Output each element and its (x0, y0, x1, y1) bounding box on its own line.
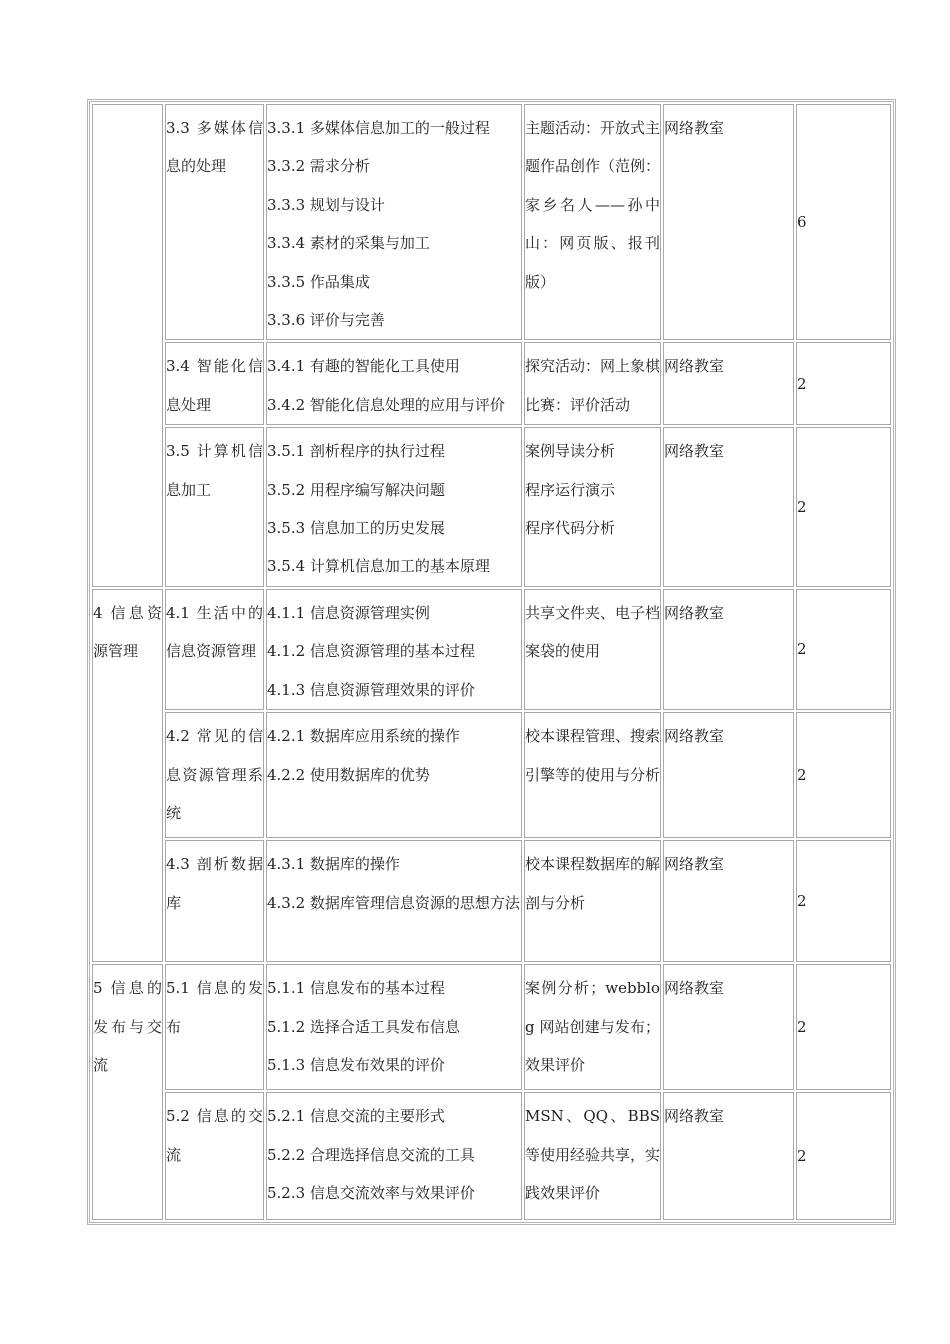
unit-cell (92, 104, 163, 587)
table-row (92, 840, 891, 962)
activity-cell: 案例分析；webblog 网站创建与发布；效果评价 (524, 964, 661, 1090)
location-cell: 网络教室 (663, 104, 794, 340)
points-cell (266, 427, 522, 587)
section-cell: 3.3 多媒体信息的处理 (165, 104, 264, 340)
point-item: 4.1.3 信息资源管理效果的评价 (267, 680, 475, 699)
table-row (92, 342, 891, 425)
point-item: 3.5.1 剖析程序的执行过程 (267, 442, 445, 461)
location-cell: 网络教室 (663, 342, 794, 425)
curriculum-table (87, 99, 896, 1225)
section-cell: 4.2 常见的信息资源管理系统 (165, 712, 264, 838)
activity-cell (524, 427, 661, 587)
table-row (92, 104, 891, 340)
point-item: 5.2.2 合理选择信息交流的工具 (267, 1145, 475, 1164)
hours-cell: 2 (796, 589, 891, 710)
table-row (92, 589, 891, 710)
point-item: 4.1.1 信息资源管理实例 (267, 603, 430, 622)
point-item: 5.2.3 信息交流效率与效果评价 (267, 1183, 475, 1202)
unit-cell: 5 信息的发布与交流 (92, 964, 163, 1220)
location-cell: 网络教室 (663, 1092, 794, 1220)
location-cell: 网络教室 (663, 840, 794, 962)
point-item: 3.4.1 有趣的智能化工具使用 (267, 357, 460, 376)
hours-cell: 2 (796, 1092, 891, 1220)
section-cell: 5.2 信息的交流 (165, 1092, 264, 1220)
point-item: 4.2.2 使用数据库的优势 (267, 765, 430, 784)
table-row (92, 964, 891, 1090)
activity-cell: 探究活动：网上象棋比赛：评价活动 (524, 342, 661, 425)
points-cell (266, 712, 522, 838)
activity-cell: 校本课程数据库的解剖与分析 (524, 840, 661, 962)
activity-item: 程序代码分析 (525, 519, 616, 538)
hours-cell: 2 (796, 712, 891, 838)
table-row (92, 712, 891, 838)
point-item: 3.5.3 信息加工的历史发展 (267, 519, 445, 538)
point-item: 3.5.4 计算机信息加工的基本原理 (267, 557, 490, 576)
section-cell: 4.1 生活中的信息资源管理 (165, 589, 264, 710)
point-item: 5.1.1 信息发布的基本过程 (267, 979, 445, 998)
point-item: 3.4.2 智能化信息处理的应用与评价 (267, 395, 505, 414)
location-cell: 网络教室 (663, 712, 794, 838)
section-cell: 3.4 智能化信息处理 (165, 342, 264, 425)
point-item: 3.5.2 用程序编写解决问题 (267, 480, 445, 499)
point-item: 3.3.2 需求分析 (267, 157, 370, 176)
location-cell: 网络教室 (663, 427, 794, 587)
point-item: 3.3.5 作品集成 (267, 272, 370, 291)
points-cell (266, 104, 522, 340)
point-item: 5.1.3 信息发布效果的评价 (267, 1055, 445, 1074)
location-cell: 网络教室 (663, 964, 794, 1090)
point-item: 3.3.1 多媒体信息加工的一般过程 (267, 119, 490, 137)
unit-cell: 4 信息资源管理 (92, 589, 163, 962)
activity-item: 程序运行演示 (525, 480, 616, 499)
point-item: 5.2.1 信息交流的主要形式 (267, 1107, 445, 1126)
point-item: 3.3.6 评价与完善 (267, 311, 385, 330)
activity-cell: 共享文件夹、电子档案袋的使用 (524, 589, 661, 710)
point-item: 4.1.2 信息资源管理的基本过程 (267, 642, 475, 661)
table-row (92, 427, 891, 587)
points-cell (266, 589, 522, 710)
section-cell: 3.5 计算机信息加工 (165, 427, 264, 587)
activity-item: 案例导读分析 (525, 442, 616, 461)
table-row (92, 1092, 891, 1220)
point-item: 3.3.4 素材的采集与加工 (267, 234, 430, 253)
section-cell: 5.1 信息的发布 (165, 964, 264, 1090)
hours-cell: 2 (796, 964, 891, 1090)
point-item: 3.3.3 规划与设计 (267, 195, 385, 214)
section-cell: 4.3 剖析数据库 (165, 840, 264, 962)
points-cell (266, 342, 522, 425)
activity-cell: MSN、QQ、BBS 等使用经验共享，实践效果评价 (524, 1092, 661, 1220)
hours-cell: 6 (796, 104, 891, 340)
hours-cell: 2 (796, 427, 891, 587)
points-cell (266, 964, 522, 1090)
point-item: 5.1.2 选择合适工具发布信息 (267, 1017, 460, 1036)
hours-cell: 2 (796, 840, 891, 962)
point-item: 4.2.1 数据库应用系统的操作 (267, 727, 460, 746)
activity-cell: 主题活动：开放式主题作品创作（范例：家乡名人——孙中山：网页版、报刊版） (524, 104, 661, 340)
points-cell (266, 840, 522, 962)
hours-cell: 2 (796, 342, 891, 425)
points-cell (266, 1092, 522, 1220)
point-item: 4.3.2 数据库管理信息资源的思想方法 (267, 893, 520, 912)
point-item: 4.3.1 数据库的操作 (267, 855, 400, 874)
activity-cell: 校本课程管理、搜索引擎等的使用与分析 (524, 712, 661, 838)
location-cell: 网络教室 (663, 589, 794, 710)
